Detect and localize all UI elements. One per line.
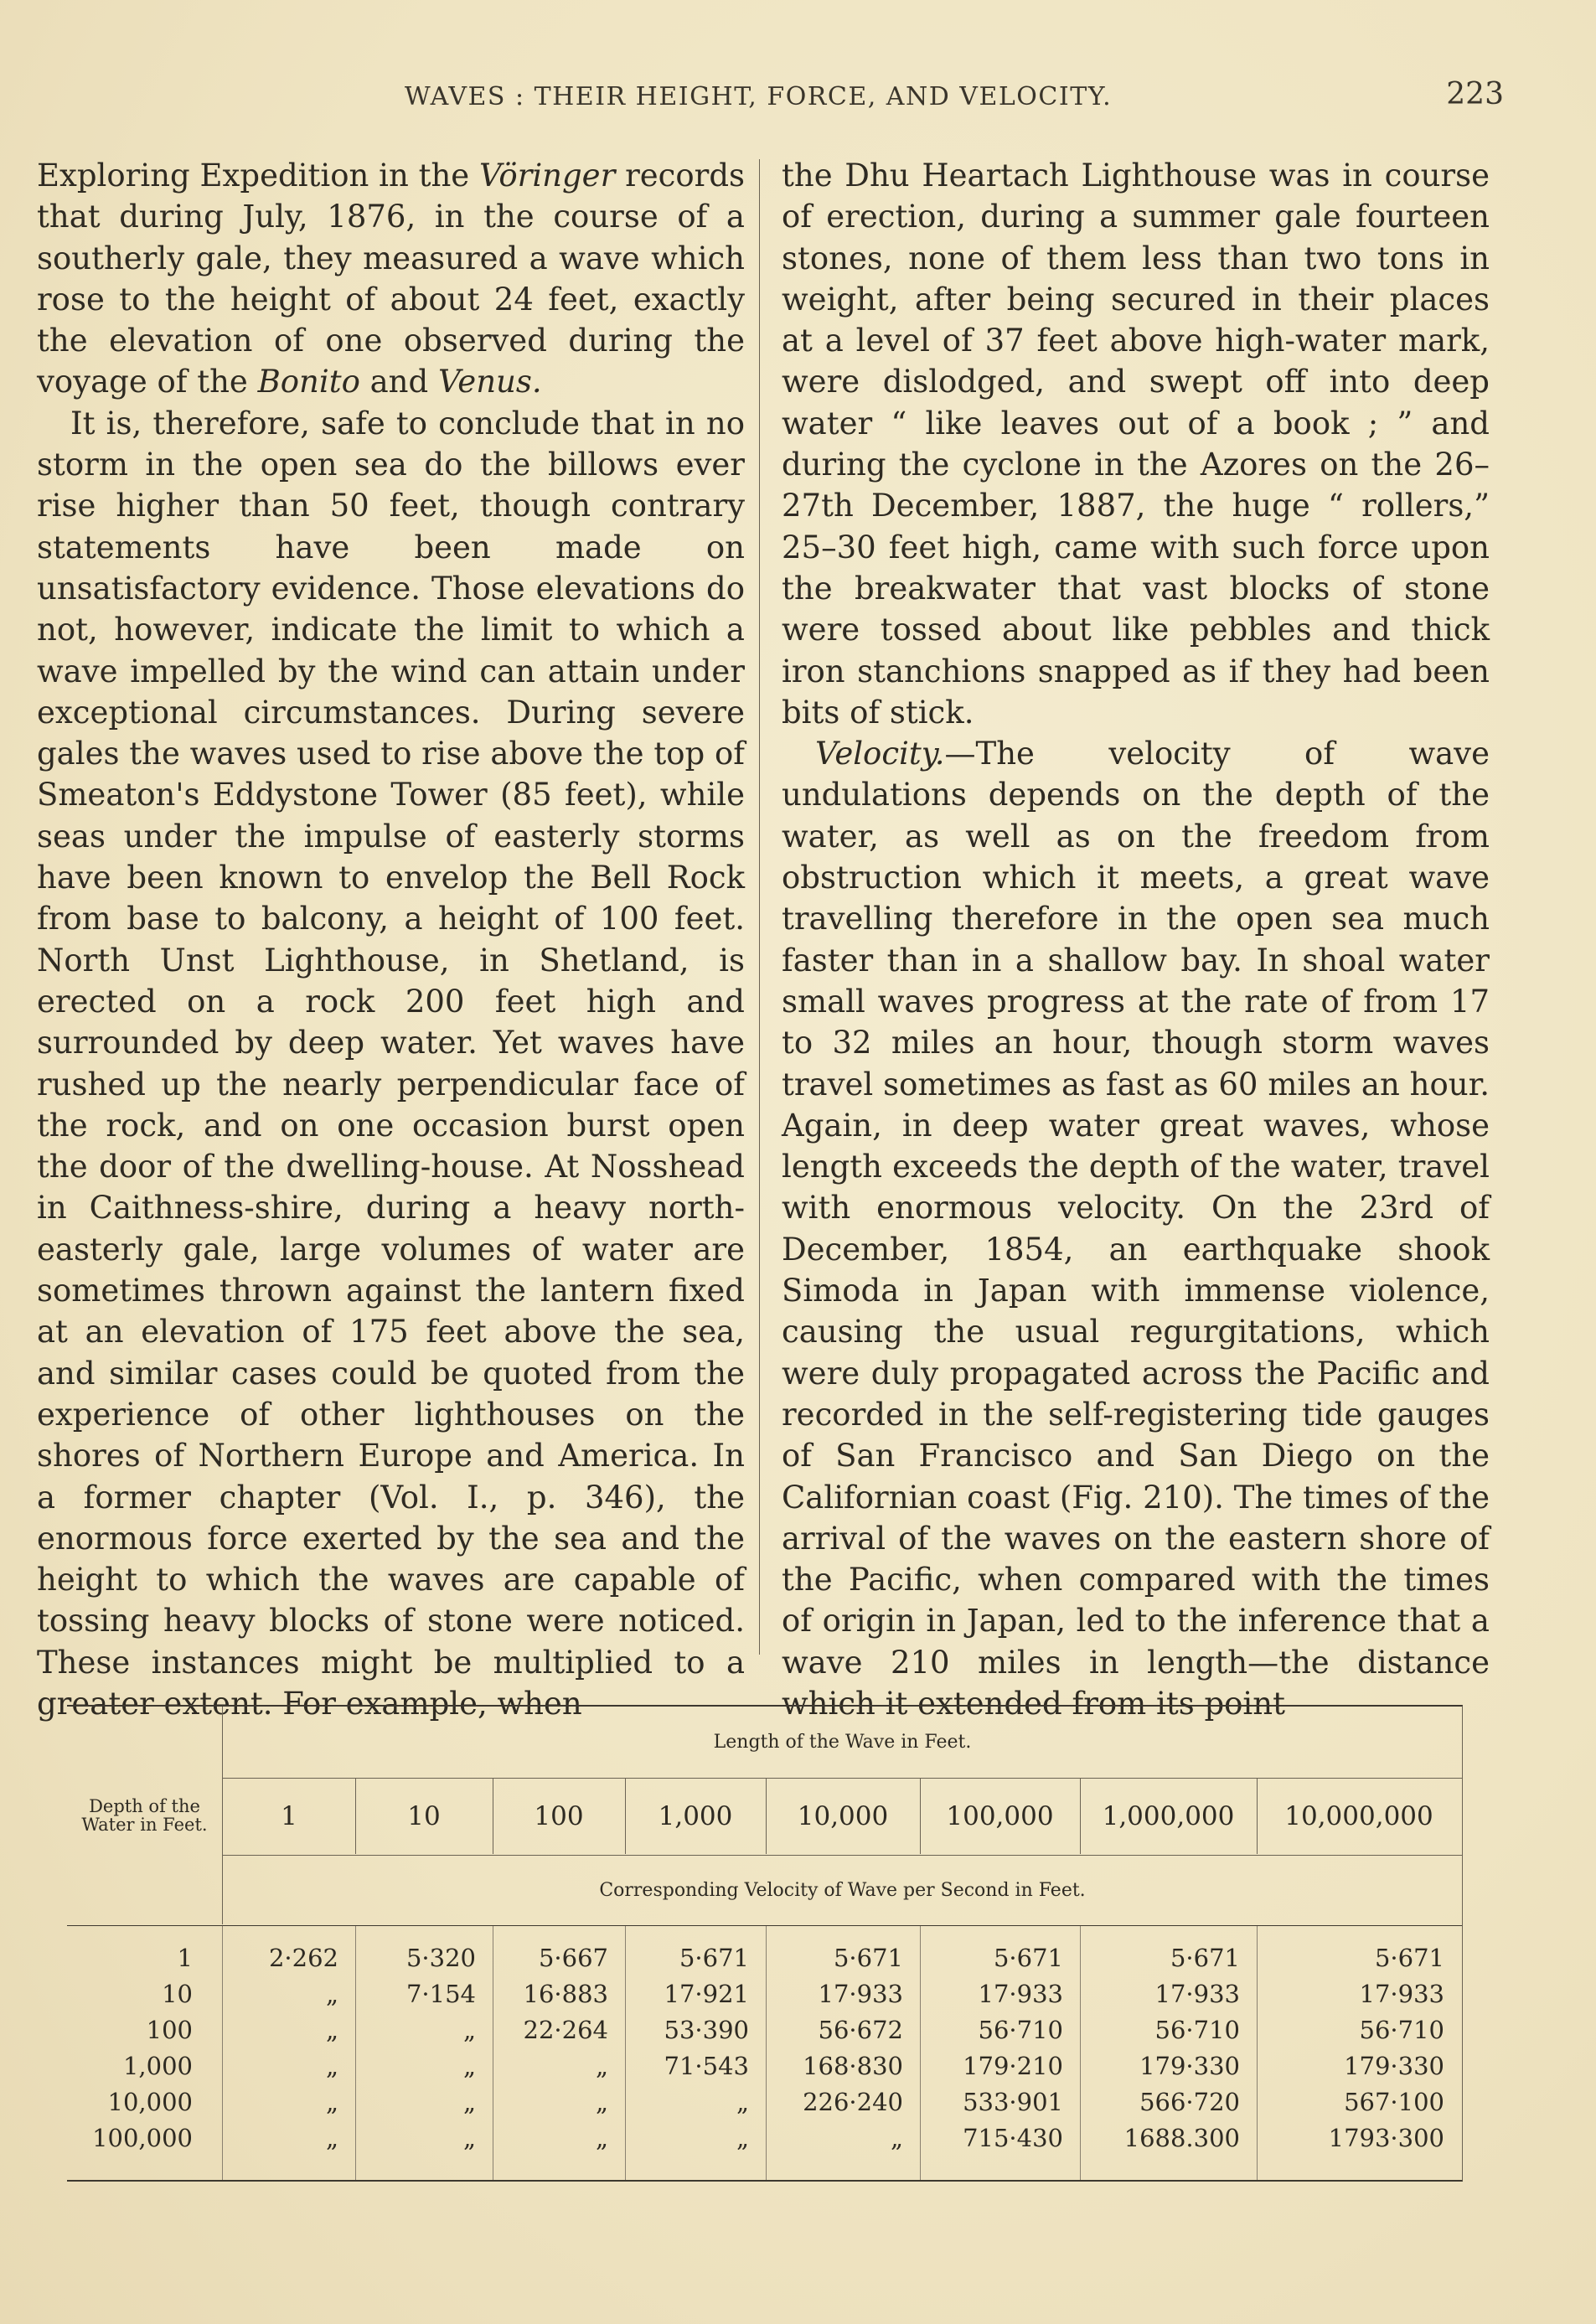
length-value: 10,000 <box>766 1779 921 1854</box>
velocity-table <box>67 1705 1463 2182</box>
length-header-row <box>223 1779 1462 1854</box>
table-row <box>67 1944 1462 1980</box>
table-row <box>67 2016 1462 2052</box>
depth-value: 100 <box>146 2016 193 2044</box>
velocity-value: 715·430 <box>963 2124 1063 2152</box>
velocity-value: „ <box>462 2052 476 2080</box>
velocity-value: 53·390 <box>664 2016 749 2044</box>
velocity-value: „ <box>736 2124 749 2152</box>
velocity-value: „ <box>325 2124 338 2152</box>
velocity-value: 1793·300 <box>1328 2124 1444 2152</box>
velocity-value: 567·100 <box>1344 2088 1444 2116</box>
text-run: —The velocity of wave undulations depends on the depth of the water, as well as on the freedom from obstruction which it meets, a great wave travelling therefore in the open sea much faster than in a shallow bay. In shoal water small waves progress at the rate of from 17 to 32 miles an hour, though storm waves travel sometimes as fast as 60 miles an hour. Again, in deep water great waves, whose length exceeds the depth of the water, travel with enormous velocity. On the 23rd of December, 1854, an earthquake shook Simoda in Japan with immense violence, causing the usual regurgitations, which were duly propagated across the Pacific and recorded in the self-registering tide gauges of San Francisco and San Diego on the Californian coast (Fig. 210). The times of the arrival of the waves on the eastern shore of the Pacific, when compared with the times of origin in Japan, led to the inference that a wave 210 miles in length—the distance which it extended from its point <box>782 736 1490 1722</box>
velocity-value: „ <box>595 2124 608 2152</box>
velocity-header: Corresponding Velocity of Wave per Second in Feet. <box>223 1855 1462 1925</box>
velocity-value: 16·883 <box>523 1980 608 2008</box>
velocity-value: 5·671 <box>1374 1944 1444 1972</box>
right-paragraph-1: the Dhu Heartach Lighthouse was in course of erection, during a summer gale fourteen stones, none of them less than two tons in weight, after being secured in their places at a level of 37 feet above high-water mark, were dislodged, and swept off into deep water “ like leaves out of a book ; ” and during the cyclone in the Azores on the 26–27th December, 1887, the huge “ rollers,” 25–30 feet high, came with such force upon the breakwater that vast blocks of stone were tossed about like pebbles and thick iron stanchions snapped as if they had been bits of stick. <box>782 158 1490 731</box>
velocity-value: „ <box>595 2088 608 2116</box>
velocity-value: „ <box>736 2088 749 2116</box>
table-row <box>67 2052 1462 2088</box>
velocity-value: 179·330 <box>1344 2052 1444 2080</box>
text-run: records that during July, 1876, in the course of a southerly gale, they measured a wave which rose to the height of about 24 feet, exactly the elevation of one observed during the voyage of the <box>37 158 746 400</box>
text-run: Exploring Expedition in the <box>37 158 480 194</box>
velocity-value: 5·671 <box>679 1944 749 1972</box>
depth-value: 1,000 <box>122 2052 193 2080</box>
page-number: 223 <box>1446 77 1504 111</box>
velocity-value: 533·901 <box>963 2088 1063 2116</box>
length-value: 10 <box>355 1779 493 1854</box>
velocity-value: „ <box>462 2016 476 2044</box>
velocity-value: „ <box>595 2052 608 2080</box>
ship-name: Venus. <box>437 364 542 400</box>
velocity-value: „ <box>462 2088 476 2116</box>
velocity-value: 566·720 <box>1139 2088 1240 2116</box>
velocity-value: 71·543 <box>664 2052 749 2080</box>
length-header: Length of the Wave in Feet. <box>223 1707 1462 1779</box>
length-value: 1,000,000 <box>1080 1779 1258 1854</box>
velocity-value: 56·710 <box>1359 2016 1444 2044</box>
length-value: 10,000,000 <box>1284 1801 1433 1831</box>
velocity-value: 5·667 <box>538 1944 608 1972</box>
table-row <box>67 1980 1462 2016</box>
right-column <box>782 155 1490 1724</box>
running-title: WAVES : THEIR HEIGHT, FORCE, AND VELOCITY. <box>404 82 1113 111</box>
velocity-value: 17·933 <box>978 1980 1063 2008</box>
length-value: 1,000 <box>625 1779 767 1854</box>
velocity-value: „ <box>462 2124 476 2152</box>
table-row <box>67 2124 1462 2160</box>
column-divider <box>759 159 760 1655</box>
velocity-value: „ <box>325 2052 338 2080</box>
header-rule <box>67 1925 1462 1926</box>
velocity-value: 226·240 <box>803 2088 903 2116</box>
velocity-value: 17·921 <box>664 1980 749 2008</box>
table-row <box>67 2088 1462 2124</box>
velocity-value: 168·830 <box>803 2052 903 2080</box>
length-value: 100 <box>493 1779 626 1854</box>
velocity-value: „ <box>325 1980 338 2008</box>
left-column <box>37 155 745 1724</box>
velocity-value: 56·710 <box>1154 2016 1240 2044</box>
velocity-value: 179·330 <box>1139 2052 1240 2080</box>
velocity-value: 5·320 <box>405 1944 476 1972</box>
depth-value: 10,000 <box>107 2088 193 2116</box>
ship-name: Vöringer <box>479 158 616 194</box>
depth-column-header: Depth of the Water in Feet. <box>67 1707 223 1924</box>
velocity-value: 7·154 <box>405 1980 476 2008</box>
right-paragraph-2 <box>782 733 1490 1724</box>
left-paragraph-2: It is, therefore, safe to conclude that in no storm in the open sea do the billows ever rise higher than 50 feet, though contrary statements have been made on unsatisfactory evidence. Those elevations do not, however, indicate the limit to which a wave impelled by the wind can attain under exceptional circumstances. During severe gales the waves used to rise above the top of Smeaton's Eddystone Tower (85 feet), while seas under the impulse of easterly storms have been known to envelop the Bell Rock from base to balcony, a height of 100 feet. North Unst Lighthouse, in Shetland, is erected on a rock 200 feet high and surrounded by deep water. Yet waves have rushed up the nearly perpendicular face of the rock, and on one occasion burst open the door of the dwelling-house. At Nosshead in Caithness-shire, during a heavy north-easterly gale, large volumes of water are sometimes thrown against the lantern fixed at an elevation of 175 feet above the sea, and similar cases could be quoted from the experience of other lighthouses on the shores of Northern Europe and America. In a former chapter (Vol. I., p. 346), the enormous force exerted by the sea and the height to which the waves are capable of tossing heavy blocks of stone were noticed. These instances might be multiplied to a greater extent. For example, when <box>37 405 745 1722</box>
velocity-value: 5·671 <box>993 1944 1063 1972</box>
depth-value: 100,000 <box>92 2124 193 2152</box>
velocity-value: 179·210 <box>963 2052 1063 2080</box>
depth-value: 10 <box>162 1980 193 2008</box>
velocity-value: 17·933 <box>818 1980 903 2008</box>
velocity-value: 56·672 <box>818 2016 903 2044</box>
velocity-value: 22·264 <box>523 2016 608 2044</box>
velocity-value: 2·262 <box>268 1944 338 1972</box>
velocity-value: 1688.300 <box>1123 2124 1240 2152</box>
velocity-value: 5·671 <box>1170 1944 1240 1972</box>
section-label-velocity: Velocity. <box>815 736 945 772</box>
depth-value: 1 <box>177 1944 193 1972</box>
length-value: 1 <box>223 1779 356 1854</box>
text-run: and <box>359 364 438 400</box>
velocity-value: „ <box>325 2016 338 2044</box>
length-value: 100,000 <box>920 1779 1081 1854</box>
ship-name: Bonito <box>257 364 360 400</box>
velocity-value: „ <box>325 2088 338 2116</box>
velocity-value: „ <box>890 2124 903 2152</box>
left-paragraph-1 <box>37 155 745 403</box>
velocity-value: 17·933 <box>1359 1980 1444 2008</box>
velocity-value: 17·933 <box>1154 1980 1240 2008</box>
velocity-value: 56·710 <box>978 2016 1063 2044</box>
velocity-value: 5·671 <box>833 1944 903 1972</box>
